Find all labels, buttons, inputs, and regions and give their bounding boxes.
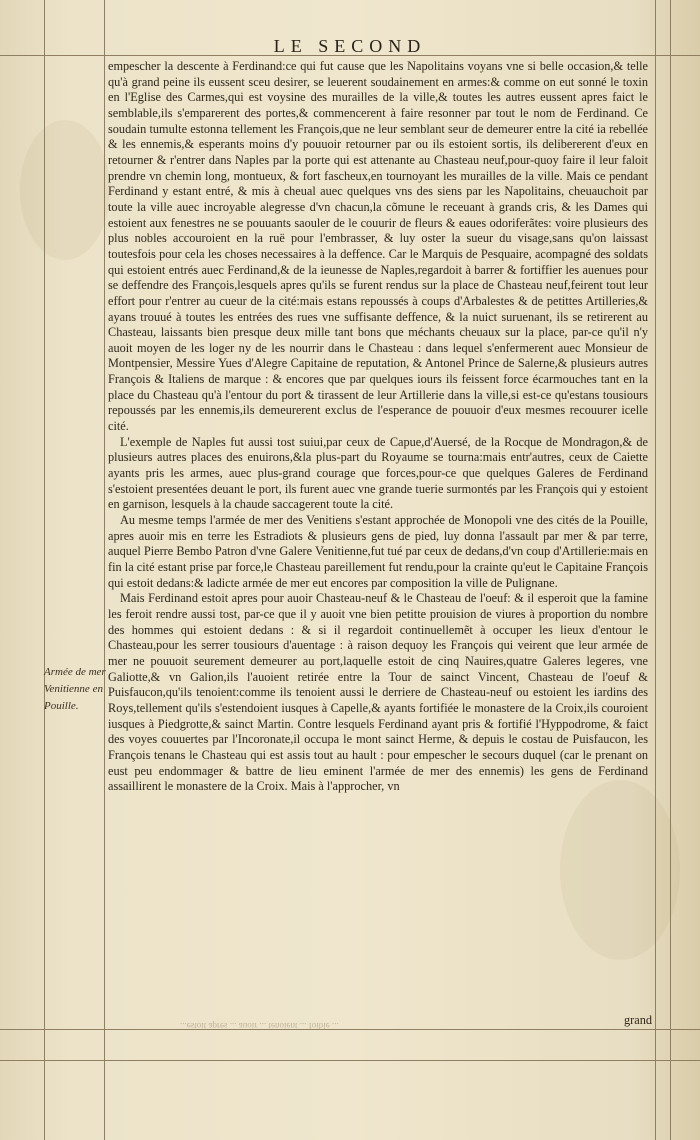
running-head: LE SECOND <box>273 36 427 56</box>
marginal-note: Armée de mer Venitienne en Pouille. <box>44 666 106 712</box>
bleed-through-text: ...estoit apres ... auoir ... tenoient ... foible ... <box>180 1021 339 1031</box>
margin-rule-left <box>44 0 45 1140</box>
paper-stain <box>20 120 110 260</box>
paragraph-3: Au mesme temps l'armée de mer des Venitiens s'estant approchée de Monopoli vne des cités de la Pouille, apres auoir mis en terre les Estradiots & plusieurs gens de pied, luy donna l'assault par mer & par terre, auquel Pierre Bembo Patron d'vne Galere Venitienne,fut tué par ceux de dedans,d'vn coup d'Artillerie:mais en fin la cité estant prise par force,le Chasteau pareillement fut rendu,pour la crainte qu'eut le Capitaine François qui estoit dedans:& ladicte armée de mer eut encores par composition la ville de Pulignane. <box>108 513 648 590</box>
paragraph-4: Mais Ferdinand estoit apres pour auoir Chasteau-neuf & le Chasteau de l'oeuf: & il esperoit que la famine les feroit rendre aussi tost, par-ce que il y auoit vne bien petitte prouision de viures à proportion du nombre des hommes qui estoient dedans : & si il regardoit continuellemẽt à occuper les lieux d'entour le Chasteau,pour les serrer tousiours d'auentage : à raison dequoy les François qui veirent que leur armée de mer ne pouuoit seurement demeurer au port,laquelle estoit de cinq Nauires,quatre Galeres legeres, vne Galiotte,& vn Galion,ils l'auoient retirée entre la Tour de sainct Vincent, Chasteau de l'oeuf & Puisfaucon,qu'ils tenoient:comme ils tenoient aussi le derriere de Chasteau-neuf ou estoient les iardins des Roys,tellement qu'ils s'estendoient iusques à Capelle,& ayants fortifiée le monastere de la Croix,ils couroient iusques à Piedgrotte,& sainct Martin. Contre lesquels Ferdinand ayant pris & fortifié l'Hyppodrome, & faict des voyes couuertes par l'Incoronate,il occupa le mont sainct Herme, & depuis le costau de Puisfaucon, les François tenans le Chasteau qui est assis tout au hault : pour empescher le secours duquel (car le prenant on eust peu endommager & battre de lieu eminent l'armée de mer des ennemis) les gens de Ferdinand assaillirent le monastere de la Croix. Mais à l'approcher, vn <box>108 591 648 794</box>
margin-rule-outer <box>670 0 671 1140</box>
paragraph-2: L'exemple de Naples fut aussi tost suiui,par ceux de Capue,d'Auersé, de la Rocque de Mondragon,& de plusieurs autres places des enuirons,&la plus-part du Royaume se tourna:mais entr'autres, ceux de Caiette ayants pris les armes, auec plus-grand courage que forces,pour-ce que quelques Galeres de Ferdinand s'estoient presentées deuant le port, ils furent auec vne grande tuerie surmontés par les François qui y estoient en garnison, lesquels à la chaude saccagerent toute la cité. <box>108 434 648 512</box>
footer-rule-2 <box>0 1060 700 1061</box>
margin-rule-right <box>655 0 656 1140</box>
main-text <box>108 59 648 795</box>
paper-stain <box>560 780 680 960</box>
catchword: grand <box>624 1013 652 1027</box>
margin-rule-text <box>104 0 105 1140</box>
paragraph-1: empescher la descente à Ferdinand:ce qui fut cause que les Napolitains voyans vne si belle occasion,& telle qu'à grand peine ils eussent sceu desirer, se leuerent soudainement en armes:& comme on eut sonné le toxin en l'Eglise des Carmes,qui est voysine des murailles de la ville,& toutes les autres eussent apres faict le semblable,ils s'emparerent des portes,& commencerent à faire resonner par tout le nom de Ferdinand. Ce soudain tumulte estonna tellement les François,que ne leur semblant seur de demeurer entre la cité ia rebellée & les ennemis,& esperants moins d'y pouuoir retourner par ou ils estoient sortis, ils delibererent d'eux en retourner & r'entrer dans Naples par la porte qui est attenante au Chasteau neuf,pour-quoy faire il leur faloit prendre vn chemin long, montueux, & fort fascheux,en tournoyant les murailles de la ville. Mais ce pendant Ferdinand y estant entré, & mis à cheual auec quelques vns des siens par les Napolitains, cheuauchoit par toute la ville auec incroyable alegresse d'vn chacun,la cõmune le receuant à grands cris, & les Dames qui estoient aux fenestres ne se pouuants saouler de le couurir de fleurs & eaues odoriferãtes: voire plusieurs des plus nobles accouroient en la ruë pour l'embrasser, & luy oster la sueur du visage,sans qu'on laissast toutesfois pour cela les choses necessaires à la deffence. Car le Marquis de Pesquaire, acompagné des soldats qui estoient entrés auec Ferdinand,& de la ieunesse de Naples,regardoit à barrer & fortiffier les auenues pour se deffendre des François,lesquels apres qu'ils se furent rendus sur la place de Chasteau neuf,feirent tout leur effort pour r'entrer au cueur de la cité:mais estans repoussés à coups d'Arbalestes & de petittes Artilleries,& ayans trouué à toutes les entrées des rues vne suffisante deffence, & la nuict suruenant, ils se retirerent au Chasteau, laissants bien presque deux mille tant bons que méchants cheuaux sur la place, par-ce qu'il n'y auoit moyen de les loger ny de les nourrir dans le Chasteau : dans lequel s'enfermerent auec Monsieur de Montpensier, Messire Yues d'Alegre Capitaine de reputation, & Antonel Prince de Salerne,& plusieurs autres François & Italiens de marque : & encores que par quelques iours ils feissent force écarmouches tant en la place du Chasteau qu'à l'entour du port & tirassent de leur Artillerie dans la ville,si est-ce qu'estans tousiours repoussés par les ennemis,ils demeurerent exclus de l'esperance de pouuoir d'eux mesmes recouurer icelle cité. <box>108 59 648 434</box>
